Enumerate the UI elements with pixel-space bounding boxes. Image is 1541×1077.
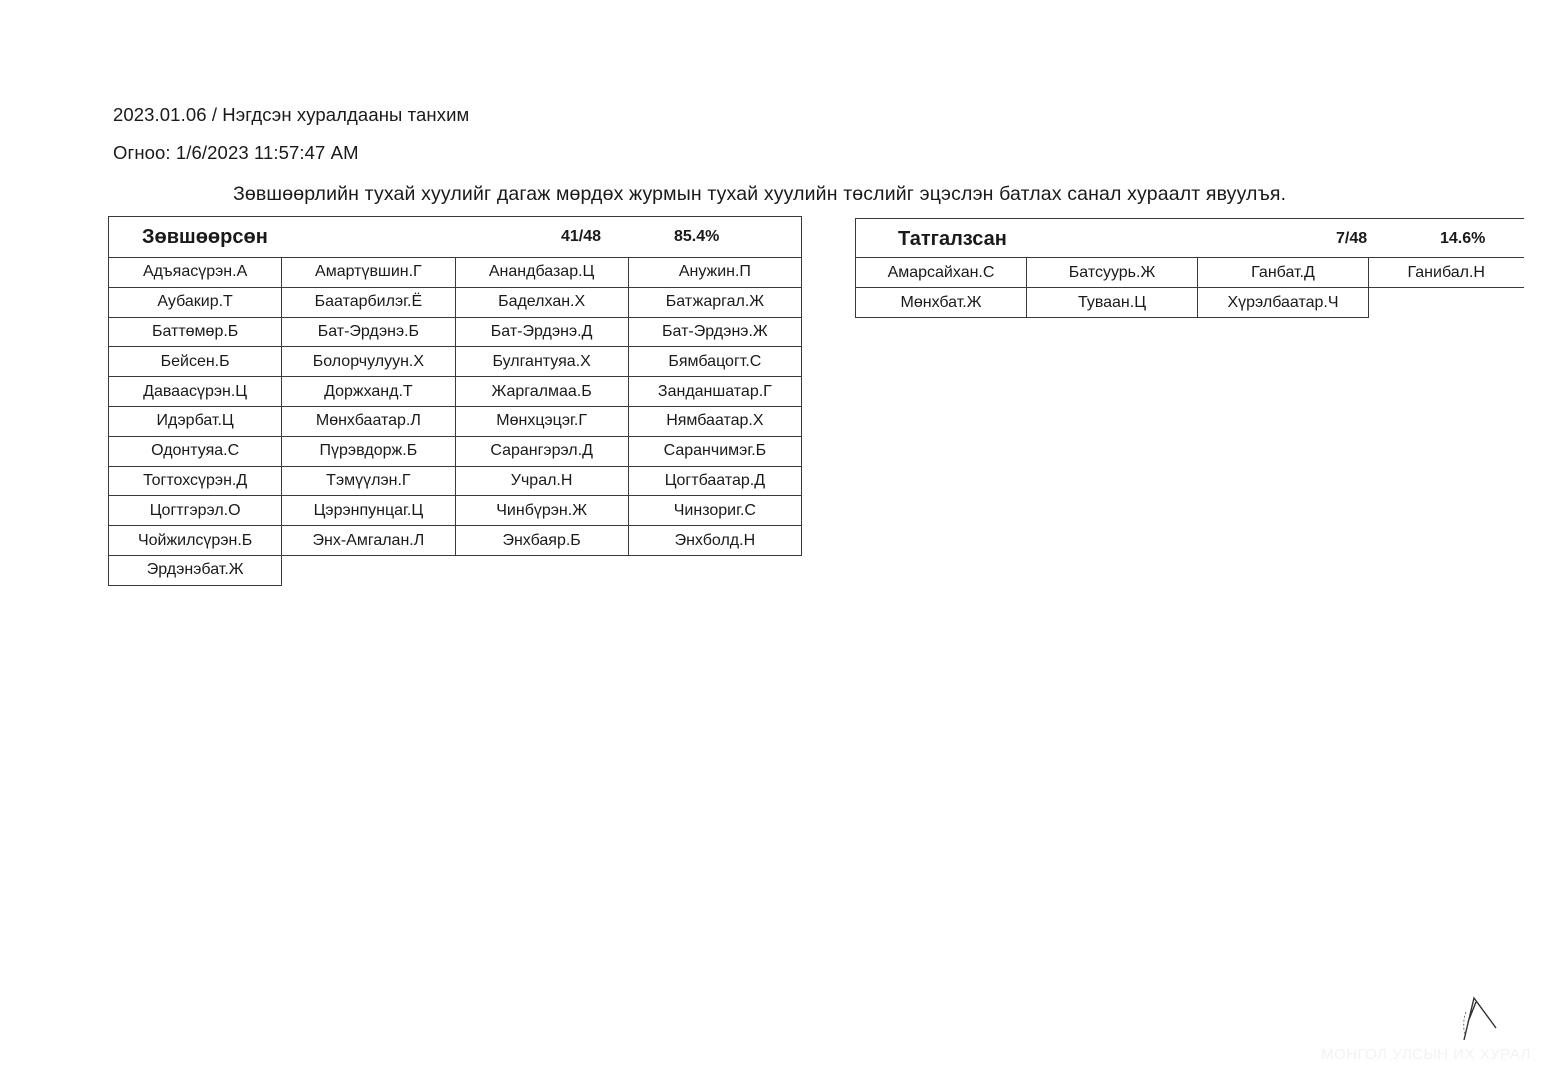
no-member-name: Батсуурь.Ж: [1027, 258, 1198, 288]
rejected-label: Татгалзсан: [898, 228, 1007, 250]
approved-votes-table: [108, 216, 802, 586]
yes-member-name: Сарангэрэл.Д: [455, 436, 628, 466]
yes-member-name: Тогтохсүрэн.Д: [109, 466, 282, 496]
yes-member-name: Цогтгэрэл.О: [109, 496, 282, 526]
yes-row: [109, 287, 802, 317]
no-member-name: Ганбат.Д: [1198, 258, 1369, 288]
yes-member-name: Доржханд.Т: [282, 377, 455, 407]
yes-member-name: Бат-Эрдэнэ.Ж: [628, 317, 801, 347]
yes-member-name: Энхбаяр.Б: [455, 526, 628, 556]
yes-member-name: Бямбацогт.С: [628, 347, 801, 377]
yes-member-name: Эрдэнэбат.Ж: [109, 555, 282, 585]
yes-member-name: Баатарбилэг.Ё: [282, 287, 455, 317]
empty-cell: [455, 555, 628, 585]
yes-row: [109, 347, 802, 377]
yes-member-name: Чойжилсүрэн.Б: [109, 526, 282, 556]
approved-count: 41/48: [561, 228, 602, 245]
yes-row: [109, 258, 802, 288]
watermark: МОНГОЛ УЛСЫН ИХ ХУРАЛ: [1321, 1046, 1531, 1063]
yes-row: [109, 406, 802, 436]
yes-member-name: Батжаргал.Ж: [628, 287, 801, 317]
yes-member-name: Нямбаатар.Х: [628, 406, 801, 436]
session-line: 2023.01.06 / Нэгдсэн хуралдааны танхим: [113, 104, 470, 125]
yes-member-name: Баттөмөр.Б: [109, 317, 282, 347]
empty-cell: [282, 555, 455, 585]
yes-member-name: Даваасүрэн.Ц: [109, 377, 282, 407]
yes-row: [109, 526, 802, 556]
yes-row: [109, 377, 802, 407]
yes-member-name: Цогтбаатар.Д: [628, 466, 801, 496]
vote-date: Огноо: 1/6/2023 11:57:47 AM: [113, 142, 359, 163]
yes-member-name: Мөнхбаатар.Л: [282, 406, 455, 436]
yes-member-name: Энхболд.Н: [628, 526, 801, 556]
yes-row: [109, 317, 802, 347]
yes-row: [109, 436, 802, 466]
rejected-header: [856, 219, 1524, 258]
yes-member-name: Анужин.П: [628, 258, 801, 288]
signature-mark: [1456, 992, 1501, 1042]
yes-member-name: Идэрбат.Ц: [109, 406, 282, 436]
yes-member-name: Баделхан.Х: [455, 287, 628, 317]
yes-member-name: Чинзориг.С: [628, 496, 801, 526]
yes-member-name: Цэрэнпунцаг.Ц: [282, 496, 455, 526]
yes-row: [109, 555, 802, 585]
approved-label: Зөвшөөрсөн: [142, 226, 268, 248]
no-row: [856, 258, 1524, 288]
no-member-name: Мөнхбат.Ж: [856, 288, 1027, 318]
yes-member-name: Одонтуяа.С: [109, 436, 282, 466]
no-member-name: Ганибал.Н: [1369, 258, 1524, 288]
yes-member-name: Бат-Эрдэнэ.Д: [455, 317, 628, 347]
yes-member-name: Мөнхцэцэг.Г: [455, 406, 628, 436]
yes-member-name: Болорчулуун.Х: [282, 347, 455, 377]
yes-member-name: Тэмүүлэн.Г: [282, 466, 455, 496]
empty-cell: [628, 555, 801, 585]
yes-member-name: Пүрэвдорж.Б: [282, 436, 455, 466]
yes-row: [109, 496, 802, 526]
yes-member-name: Амартүвшин.Г: [282, 258, 455, 288]
empty-cell: [1369, 288, 1524, 318]
approved-header: [109, 217, 802, 258]
yes-member-name: Аубакир.Т: [109, 287, 282, 317]
yes-member-name: Анандбазар.Ц: [455, 258, 628, 288]
yes-member-name: Адъяасүрэн.А: [109, 258, 282, 288]
no-member-name: Хүрэлбаатар.Ч: [1198, 288, 1369, 318]
rejected-percent: 14.6%: [1440, 230, 1486, 247]
yes-row: [109, 466, 802, 496]
motion-title: Зөвшөөрлийн тухай хуулийг дагаж мөрдөх журмын тухай хуулийн төслийг эцэслэн батлах санал хураалт явуулъя.: [233, 183, 1287, 205]
no-member-name: Амарсайхан.С: [856, 258, 1027, 288]
approved-percent: 85.4%: [674, 228, 720, 245]
yes-member-name: Саранчимэг.Б: [628, 436, 801, 466]
no-member-name: Туваан.Ц: [1027, 288, 1198, 318]
yes-member-name: Жаргалмаа.Б: [455, 377, 628, 407]
yes-member-name: Булгантуяа.Х: [455, 347, 628, 377]
yes-member-name: Занданшатар.Г: [628, 377, 801, 407]
yes-member-name: Чинбүрэн.Ж: [455, 496, 628, 526]
yes-member-name: Учрал.Н: [455, 466, 628, 496]
yes-member-name: Энх-Амгалан.Л: [282, 526, 455, 556]
yes-member-name: Бат-Эрдэнэ.Б: [282, 317, 455, 347]
rejected-votes-table: [855, 218, 1524, 318]
yes-member-name: Бейсен.Б: [109, 347, 282, 377]
no-row: [856, 288, 1524, 318]
rejected-count: 7/48: [1336, 230, 1368, 247]
